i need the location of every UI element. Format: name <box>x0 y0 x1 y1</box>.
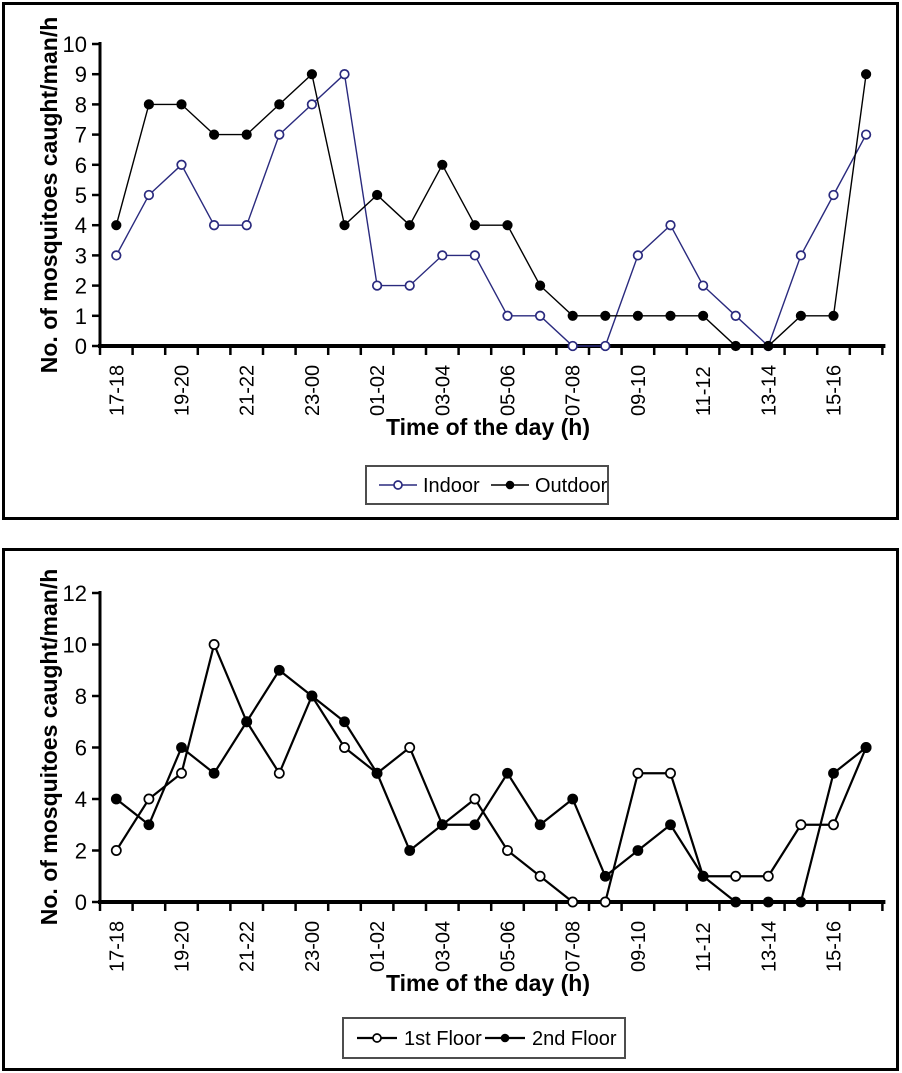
data-point <box>405 743 414 752</box>
x-tick-label: 19-20 <box>171 364 194 416</box>
series-indoor <box>112 70 870 350</box>
data-point <box>145 191 154 200</box>
x-tick-label: 13-14 <box>758 364 781 416</box>
x-axis-title: Time of the day (h) <box>385 970 591 996</box>
data-point <box>340 70 349 79</box>
data-point <box>731 312 740 321</box>
legend <box>343 1018 625 1058</box>
data-point <box>764 341 773 350</box>
data-point <box>829 820 838 829</box>
data-point <box>308 100 317 109</box>
data-point <box>829 311 838 320</box>
x-tick-label: 23-00 <box>301 364 324 416</box>
data-point <box>829 768 839 778</box>
y-axis-title: No. of mosquitoes caught/man/h <box>36 568 62 926</box>
legend <box>366 466 608 504</box>
x-tick-label: 01-02 <box>367 920 390 972</box>
data-point <box>698 871 708 881</box>
y-tick-label: 3 <box>74 243 87 269</box>
data-point <box>699 311 708 320</box>
data-point <box>568 897 577 906</box>
data-point <box>405 221 414 230</box>
data-point <box>731 341 740 350</box>
x-tick-label: 11-12 <box>693 922 716 972</box>
data-point <box>471 251 480 260</box>
data-point <box>600 871 610 881</box>
data-point <box>470 794 479 803</box>
y-tick-label: 12 <box>62 581 87 606</box>
series-1st-floor <box>112 640 871 907</box>
x-axis-title: Time of the day (h) <box>385 414 591 440</box>
y-tick-label: 6 <box>74 152 87 178</box>
legend-marker <box>373 1034 381 1042</box>
data-point <box>503 312 512 321</box>
y-axis-title: No. of mosquitoes caught/man/h <box>36 16 62 374</box>
x-tick-label: 11-12 <box>693 366 716 416</box>
y-tick-label: 2 <box>74 838 87 864</box>
data-point <box>503 768 513 778</box>
data-point <box>144 100 153 109</box>
x-tick-label: 03-04 <box>432 920 455 972</box>
data-point <box>177 161 186 170</box>
data-point <box>242 717 252 727</box>
floor-comparison-line-chart <box>5 551 896 1068</box>
data-point <box>340 743 349 752</box>
data-point <box>633 769 642 778</box>
data-point <box>862 130 871 139</box>
data-point <box>470 820 480 830</box>
series-line <box>116 645 866 903</box>
legend-label: 2nd Floor <box>532 1028 617 1050</box>
axes <box>63 581 886 972</box>
y-tick-label: 0 <box>74 890 87 915</box>
indoor-outdoor-line-chart <box>5 5 896 517</box>
data-point <box>307 691 317 701</box>
data-point <box>177 743 187 753</box>
data-point <box>177 769 186 778</box>
x-tick-label: 07-08 <box>562 364 585 416</box>
x-tick-label: 09-10 <box>627 364 650 416</box>
data-point <box>862 70 871 79</box>
data-point <box>274 665 284 675</box>
x-tick-label: 09-10 <box>627 920 650 972</box>
series-2nd-floor <box>111 665 871 907</box>
data-point <box>568 342 577 351</box>
data-point <box>666 769 675 778</box>
data-point <box>438 251 447 260</box>
data-point <box>437 820 447 830</box>
data-point <box>536 281 545 290</box>
y-tick-label: 10 <box>62 632 87 658</box>
bottom-chart-panel <box>2 548 899 1071</box>
data-point <box>405 846 415 856</box>
data-point <box>633 846 643 856</box>
y-tick-label: 0 <box>74 334 87 359</box>
legend-marker <box>394 481 402 489</box>
data-point <box>797 251 806 260</box>
data-point <box>275 130 284 139</box>
data-point <box>340 221 349 230</box>
y-tick-label: 4 <box>74 787 87 812</box>
data-point <box>373 281 382 290</box>
data-point <box>666 221 675 230</box>
y-tick-label: 8 <box>74 684 87 709</box>
data-point <box>275 769 284 778</box>
data-point <box>666 820 676 830</box>
x-tick-label: 21-22 <box>236 364 259 416</box>
y-tick-label: 2 <box>74 273 87 299</box>
data-point <box>503 846 512 855</box>
series-outdoor <box>112 70 871 351</box>
x-tick-label: 15-16 <box>823 364 846 416</box>
data-point <box>764 872 773 881</box>
data-point <box>373 190 382 199</box>
data-point <box>340 717 350 727</box>
legend-label: Outdoor <box>535 475 608 497</box>
y-tick-label: 6 <box>74 735 87 761</box>
data-point <box>503 221 512 230</box>
data-point <box>666 311 675 320</box>
series-line <box>116 74 866 346</box>
data-point <box>242 130 251 139</box>
data-point <box>144 820 154 830</box>
top-chart-panel <box>2 2 899 520</box>
y-tick-label: 5 <box>74 183 87 208</box>
data-point <box>796 311 805 320</box>
data-point <box>535 820 545 830</box>
x-tick-label: 13-14 <box>758 920 781 972</box>
data-point <box>177 100 186 109</box>
y-tick-label: 7 <box>74 122 87 148</box>
x-tick-label: 23-00 <box>301 920 324 972</box>
data-point <box>568 311 577 320</box>
data-point <box>536 312 545 321</box>
x-tick-label: 17-18 <box>106 364 129 416</box>
data-point <box>112 251 121 260</box>
series-line <box>116 74 866 346</box>
data-point <box>470 221 479 230</box>
data-point <box>405 281 414 290</box>
data-point <box>796 897 806 907</box>
data-point <box>601 342 610 351</box>
data-point <box>731 872 740 881</box>
y-tick-label: 9 <box>74 62 87 88</box>
data-point <box>438 160 447 169</box>
data-point <box>699 281 708 290</box>
data-point <box>209 768 219 778</box>
x-tick-label: 21-22 <box>236 920 259 972</box>
data-point <box>111 794 121 804</box>
data-point <box>210 640 219 649</box>
legend-label: 1st Floor <box>404 1028 482 1050</box>
y-tick-label: 8 <box>74 92 87 118</box>
data-point <box>796 820 805 829</box>
x-tick-label: 03-04 <box>432 364 455 416</box>
x-tick-label: 01-02 <box>367 364 390 416</box>
data-point <box>242 221 251 230</box>
data-point <box>829 191 838 200</box>
data-point <box>307 70 316 79</box>
legend-marker <box>506 481 515 490</box>
y-tick-label: 10 <box>62 32 87 57</box>
data-point <box>210 221 219 230</box>
x-tick-label: 17-18 <box>106 920 129 972</box>
data-point <box>372 768 382 778</box>
data-point <box>210 130 219 139</box>
y-tick-label: 4 <box>74 213 87 239</box>
data-point <box>763 897 773 907</box>
data-point <box>144 794 153 803</box>
data-point <box>112 221 121 230</box>
data-point <box>568 794 578 804</box>
x-tick-label: 15-16 <box>823 920 846 972</box>
data-point <box>275 100 284 109</box>
data-point <box>633 311 642 320</box>
data-point <box>634 251 643 260</box>
data-point <box>112 846 121 855</box>
data-point <box>731 897 741 907</box>
x-tick-label: 05-06 <box>497 920 520 972</box>
x-tick-label: 19-20 <box>171 920 194 972</box>
series-line <box>116 670 866 902</box>
data-point <box>861 743 871 753</box>
data-point <box>601 897 610 906</box>
x-tick-label: 05-06 <box>497 364 520 416</box>
data-point <box>601 311 610 320</box>
legend-marker <box>501 1034 510 1043</box>
y-tick-label: 1 <box>74 303 87 329</box>
x-tick-label: 07-08 <box>562 920 585 972</box>
legend-label: Indoor <box>423 475 480 497</box>
data-point <box>536 872 545 881</box>
